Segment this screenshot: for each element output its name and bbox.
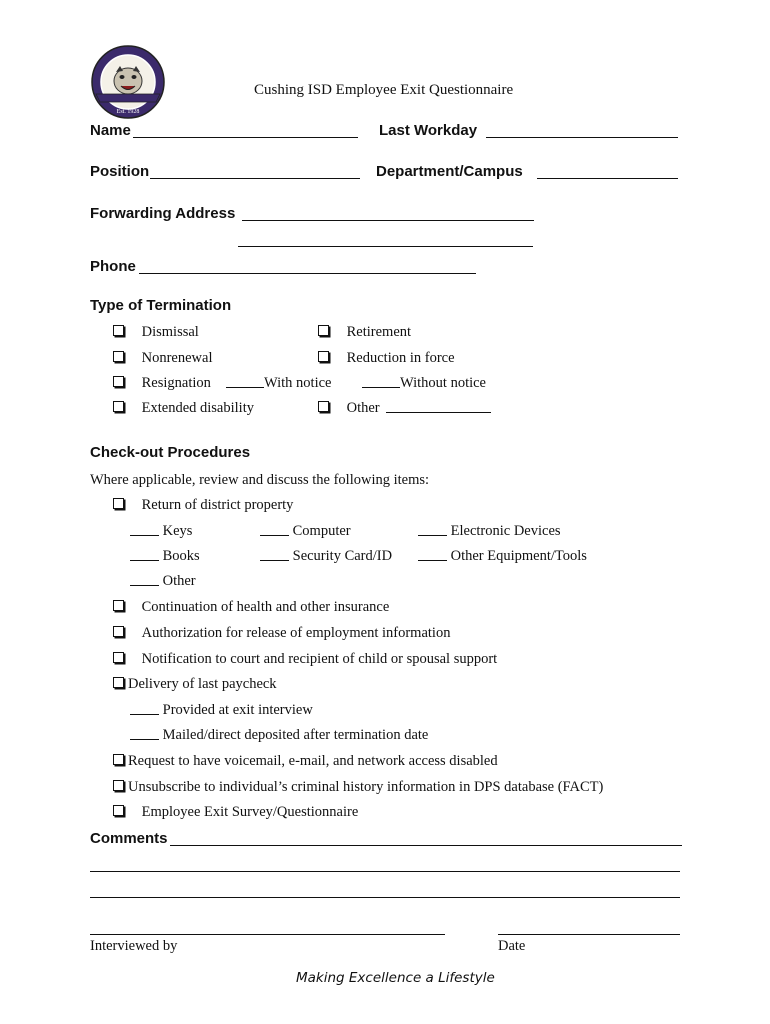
sub-electronic-devices[interactable]: Electronic Devices <box>418 523 561 540</box>
other-blank[interactable] <box>386 400 491 413</box>
date-label: Date <box>498 938 526 954</box>
last-workday-field[interactable] <box>486 137 678 138</box>
checkout-intro: Where applicable, review and discuss the following items: <box>90 472 430 488</box>
forwarding-address-field-2[interactable] <box>238 246 533 247</box>
checkbox-icon[interactable] <box>113 805 124 816</box>
date-line[interactable] <box>498 934 680 935</box>
sub-mailed[interactable]: Mailed/direct deposited after termination date <box>130 727 428 744</box>
form-title: Cushing ISD Employee Exit Questionnaire <box>254 82 514 98</box>
security-card-blank[interactable] <box>260 548 289 561</box>
comments-line-1[interactable] <box>170 845 682 846</box>
item-authorization[interactable]: Authorization for release of employment information <box>113 625 450 642</box>
item-unsubscribe[interactable]: Unsubscribe to individual’s criminal history information in DPS database (FACT) <box>113 779 603 796</box>
department-label: Department/Campus <box>376 163 523 180</box>
item-paycheck[interactable]: Delivery of last paycheck <box>113 676 277 693</box>
checkbox-icon[interactable] <box>113 780 124 791</box>
electronic-devices-blank[interactable] <box>418 523 447 536</box>
sub-books[interactable]: Books <box>130 548 200 565</box>
last-workday-label: Last Workday <box>379 122 478 139</box>
forwarding-address-label: Forwarding Address <box>90 205 236 222</box>
with-notice-blank[interactable] <box>226 375 264 388</box>
interviewed-by-line[interactable] <box>90 934 445 935</box>
checkbox-icon[interactable] <box>113 677 124 688</box>
sub-other[interactable]: Other <box>130 573 196 590</box>
position-field[interactable] <box>150 178 360 179</box>
checkbox-icon[interactable] <box>113 498 124 509</box>
item-insurance[interactable]: Continuation of health and other insurance <box>113 599 389 616</box>
without-notice-option[interactable]: Without notice <box>362 375 486 392</box>
name-label: Name <box>90 122 131 139</box>
sub-keys[interactable]: Keys <box>130 523 192 540</box>
checkbox-icon[interactable] <box>113 600 124 611</box>
sub-security-card[interactable]: Security Card/ID <box>260 548 392 565</box>
termination-heading: Type of Termination <box>90 297 232 314</box>
footer-motto: Making Excellence a Lifestyle <box>296 970 495 986</box>
checkbox-icon[interactable] <box>113 401 124 412</box>
checkbox-icon[interactable] <box>113 626 124 637</box>
comments-line-3[interactable] <box>90 897 680 898</box>
comments-label: Comments <box>90 830 168 847</box>
mailed-blank[interactable] <box>130 727 159 740</box>
svg-text:Est. 1928: Est. 1928 <box>116 109 140 115</box>
interviewed-by-label: Interviewed by <box>90 938 178 954</box>
option-other[interactable]: Other <box>318 400 491 417</box>
provided-blank[interactable] <box>130 702 159 715</box>
checkbox-icon[interactable] <box>113 325 124 336</box>
comments-line-2[interactable] <box>90 871 680 872</box>
department-field[interactable] <box>537 178 678 179</box>
district-logo <box>88 44 168 120</box>
item-notification[interactable]: Notification to court and recipient of child or spousal support <box>113 651 497 668</box>
checkout-heading: Check-out Procedures <box>90 444 251 461</box>
sub-other-equipment[interactable]: Other Equipment/Tools <box>418 548 587 565</box>
option-dismissal[interactable]: Dismissal <box>113 324 199 341</box>
item-survey[interactable]: Employee Exit Survey/Questionnaire <box>113 804 358 821</box>
option-retirement[interactable]: Retirement <box>318 324 411 341</box>
option-extended-disability[interactable]: Extended disability <box>113 400 254 417</box>
sub-computer[interactable]: Computer <box>260 523 351 540</box>
other-item-blank[interactable] <box>130 573 159 586</box>
books-blank[interactable] <box>130 548 159 561</box>
checkbox-icon[interactable] <box>318 351 329 362</box>
keys-blank[interactable] <box>130 523 159 536</box>
position-label: Position <box>90 163 150 180</box>
computer-blank[interactable] <box>260 523 289 536</box>
other-equipment-blank[interactable] <box>418 548 447 561</box>
item-return-property[interactable]: Return of district property <box>113 497 293 514</box>
forwarding-address-field-1[interactable] <box>242 220 534 221</box>
phone-label: Phone <box>90 258 136 275</box>
option-nonrenewal[interactable]: Nonrenewal <box>113 350 212 367</box>
checkbox-icon[interactable] <box>113 351 124 362</box>
name-field[interactable] <box>133 137 358 138</box>
checkbox-icon[interactable] <box>318 325 329 336</box>
option-resignation[interactable]: Resignation <box>113 375 211 392</box>
item-access-disabled[interactable]: Request to have voicemail, e-mail, and network access disabled <box>113 753 498 770</box>
option-reduction[interactable]: Reduction in force <box>318 350 455 367</box>
phone-field[interactable] <box>139 273 476 274</box>
checkbox-icon[interactable] <box>113 652 124 663</box>
checkbox-icon[interactable] <box>113 376 124 387</box>
with-notice-option[interactable]: With notice <box>226 375 331 392</box>
sub-provided[interactable]: Provided at exit interview <box>130 702 313 719</box>
without-notice-blank[interactable] <box>362 375 400 388</box>
checkbox-icon[interactable] <box>113 754 124 765</box>
checkbox-icon[interactable] <box>318 401 329 412</box>
